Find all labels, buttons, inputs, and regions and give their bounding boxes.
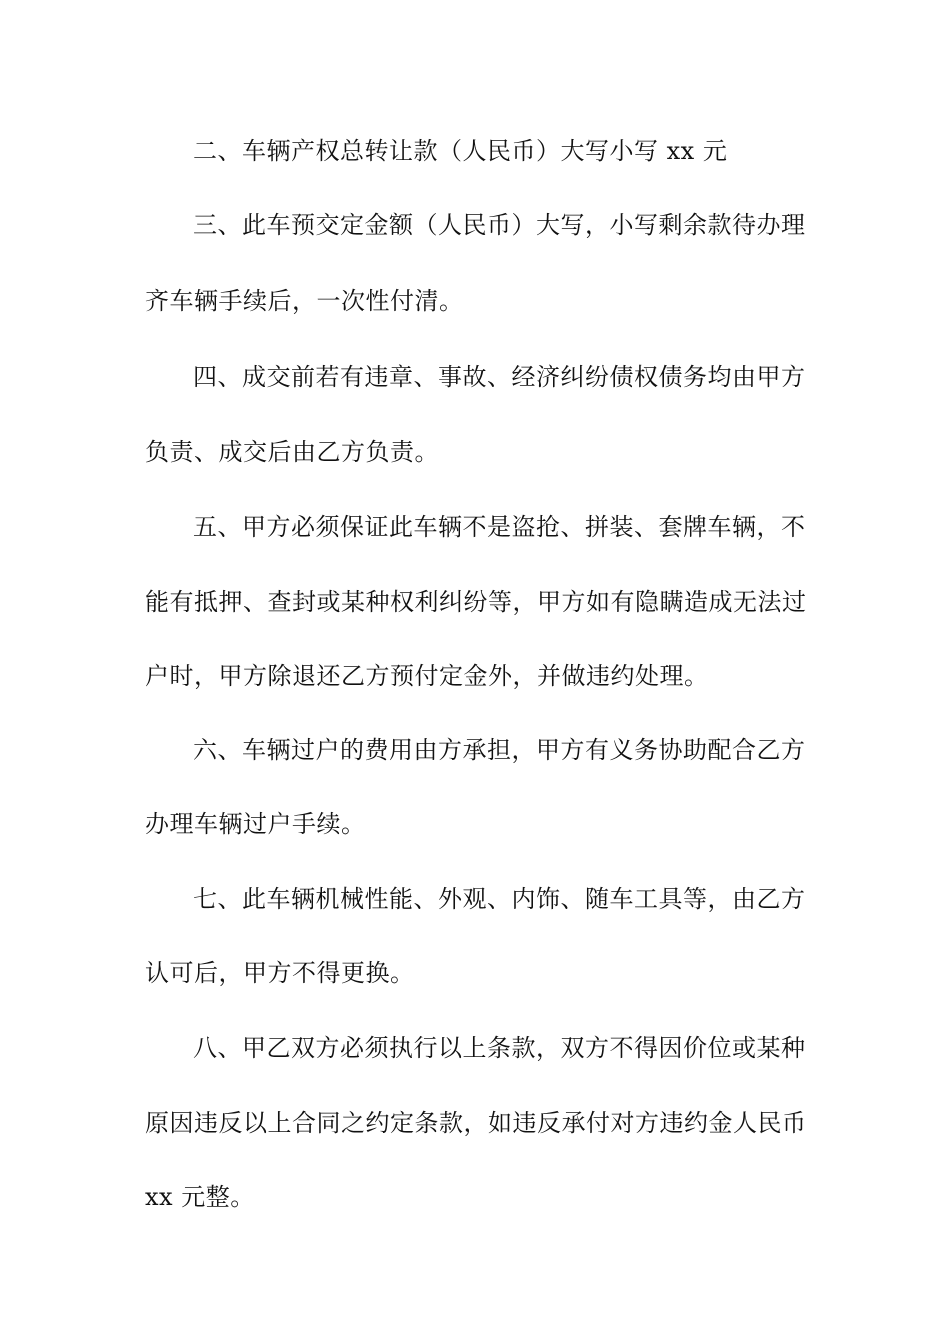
clause-4-line-1: 四、成交前若有违章、事故、经济纠纷债权债务均由甲方	[193, 363, 806, 391]
clause-5-line-2: 能有抵押、查封或某种权利纠纷等，甲方如有隐瞒造成无法过	[145, 588, 807, 616]
clause-3-line-2: 齐车辆手续后，一次性付清。	[145, 287, 464, 315]
clause-7-line-2: 认可后，甲方不得更换。	[145, 959, 415, 987]
clause-3-line-1: 三、此车预交定金额（人民币）大写，小写剩余款待办理	[193, 211, 806, 239]
clause-8-line-3: xx 元整。	[145, 1183, 255, 1211]
clause-2-line-1: 二、车辆产权总转让款（人民币）大写小写 xx 元	[193, 137, 728, 165]
clause-6-line-1: 六、车辆过户的费用由方承担，甲方有义务协助配合乙方	[193, 736, 806, 764]
clause-8-line-1: 八、甲乙双方必须执行以上条款，双方不得因价位或某种	[193, 1034, 806, 1062]
clause-5-line-1: 五、甲方必须保证此车辆不是盗抢、拼装、套牌车辆，不	[193, 513, 806, 541]
clause-8-line-2: 原因违反以上合同之约定条款，如违反承付对方违约金人民币	[145, 1109, 807, 1137]
clause-6-line-2: 办理车辆过户手续。	[145, 810, 366, 838]
clause-5-line-3: 户时，甲方除退还乙方预付定金外，并做违约处理。	[145, 662, 709, 690]
clause-4-line-2: 负责、成交后由乙方负责。	[145, 438, 439, 466]
clause-7-line-1: 七、此车辆机械性能、外观、内饰、随车工具等，由乙方	[193, 885, 806, 913]
